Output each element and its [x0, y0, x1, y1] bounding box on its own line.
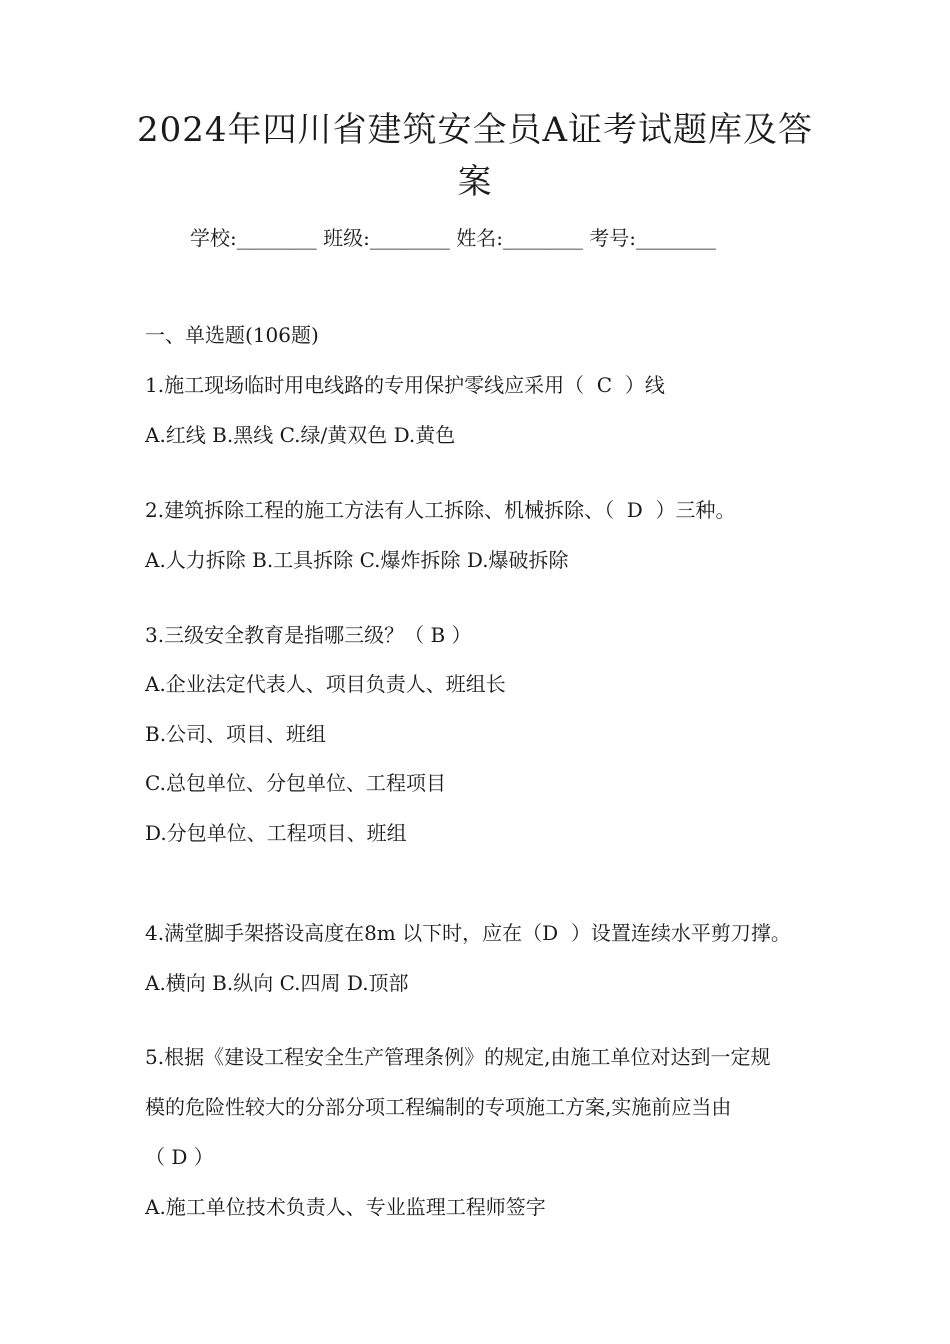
question-4-options: A.横向 B.纵向 C.四周 D.顶部 [145, 971, 409, 995]
question-3-option-a: A.企业法定代表人、项目负责人、班组长 [145, 672, 506, 696]
question-1-stem: 1.施工现场临时用电线路的专用保护零线应采用（ C ）线 [145, 373, 665, 397]
document-title-line-2: 案 [457, 162, 493, 202]
question-5-option-a: A.施工单位技术负责人、专业监理工程师签字 [145, 1195, 546, 1219]
section-heading: 一、单选题(106题) [145, 323, 319, 347]
question-2-options: A.人力拆除 B.工具拆除 C.爆炸拆除 D.爆破拆除 [145, 548, 569, 572]
student-info-line: 学校:________ 班级:________ 姓名:________ 考号:________ [190, 226, 717, 250]
question-3-option-b: B.公司、项目、班组 [145, 722, 327, 746]
question-2-stem: 2.建筑拆除工程的施工方法有人工拆除、机械拆除、（ D ）三种。 [145, 498, 736, 522]
question-5-stem-line-1: 5.根据《建设工程安全生产管理条例》的规定,由施工单位对达到一定规 [145, 1045, 771, 1069]
question-5-stem-line-3: （ D ） [145, 1145, 214, 1169]
question-1-options: A.红线 B.黑线 C.绿/黄双色 D.黄色 [145, 423, 456, 447]
question-3-option-c: C.总包单位、分包单位、工程项目 [145, 771, 446, 795]
document-title-line-1: 2024年四川省建筑安全员A证考试题库及答 [136, 110, 814, 150]
question-3-stem: 3.三级安全教育是指哪三级？（ B ） [145, 623, 472, 647]
question-3-option-d: D.分包单位、工程项目、班组 [145, 821, 407, 845]
question-5-stem-line-2: 模的危险性较大的分部分项工程编制的专项施工方案,实施前应当由 [145, 1095, 732, 1119]
question-4-stem: 4.满堂脚手架搭设高度在8m 以下时，应在（D ）设置连续水平剪刀撑。 [145, 921, 791, 945]
